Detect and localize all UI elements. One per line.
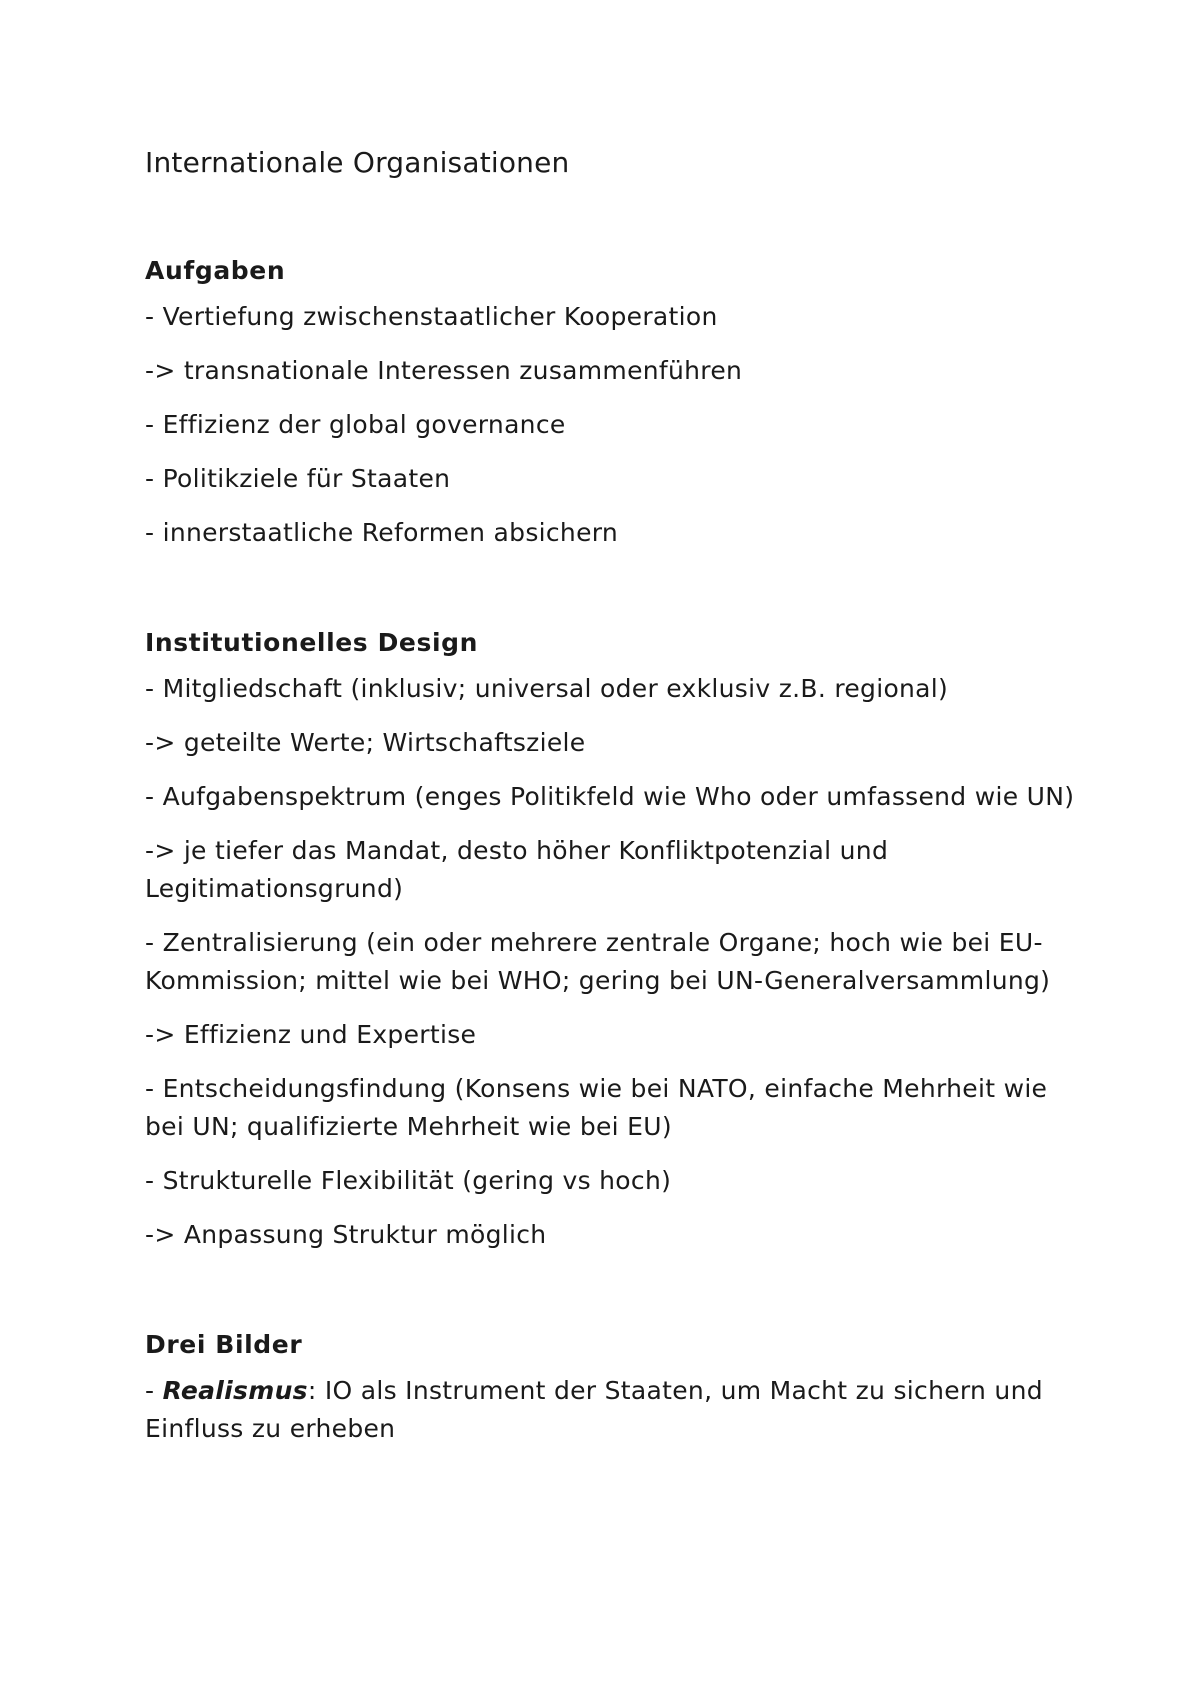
list-item: -> Effizienz und Expertise [145,1020,477,1049]
list-item: - Strukturelle Flexibilität (gering vs hoch) [145,1166,672,1195]
section-aufgaben [145,244,1085,552]
list-item: -> geteilte Werte; Wirtschaftsziele [145,728,586,757]
list-item: -> transnationale Interessen zusammenführen [145,356,743,385]
list-item: - Politikziele für Staaten [145,464,451,493]
section-drei-bilder [145,1318,1085,1448]
list-item [145,1372,1085,1448]
list-item: - Mitgliedschaft (inklusiv; universal oder exklusiv z.B. regional) [145,674,949,703]
section-heading: Aufgaben [145,256,286,285]
list-item: - Aufgabenspektrum (enges Politikfeld wie Who oder umfassend wie UN) [145,782,1075,811]
section-institutionelles-design [145,616,1085,1254]
document-page [145,138,1085,1464]
list-item: - Zentralisierung (ein oder mehrere zentrale Organe; hoch wie bei EU-Kommission; mittel wie bei WHO; gering bei UN-Generalversammlung) [145,928,1051,995]
list-item: - Vertiefung zwischenstaatlicher Kooperation [145,302,718,331]
document-title: Internationale Organisationen [145,146,570,179]
list-item: - innerstaatliche Reformen absichern [145,518,619,547]
item-text: : IO als Instrument der Staaten, um Macht zu sichern und Einfluss zu erheben [145,1376,1043,1443]
list-item: -> Anpassung Struktur möglich [145,1220,547,1249]
list-item: -> je tiefer das Mandat, desto höher Konfliktpotenzial und Legitimationsgrund) [145,836,889,903]
item-prefix: - [145,1376,163,1405]
section-heading: Institutionelles Design [145,628,479,657]
section-heading: Drei Bilder [145,1330,303,1359]
list-item: - Entscheidungsfindung (Konsens wie bei NATO, einfache Mehrheit wie bei UN; qualifizierte Mehrheit wie bei EU) [145,1074,1048,1141]
list-item: - Effizienz der global governance [145,410,566,439]
term-realismus: Realismus [162,1376,308,1405]
